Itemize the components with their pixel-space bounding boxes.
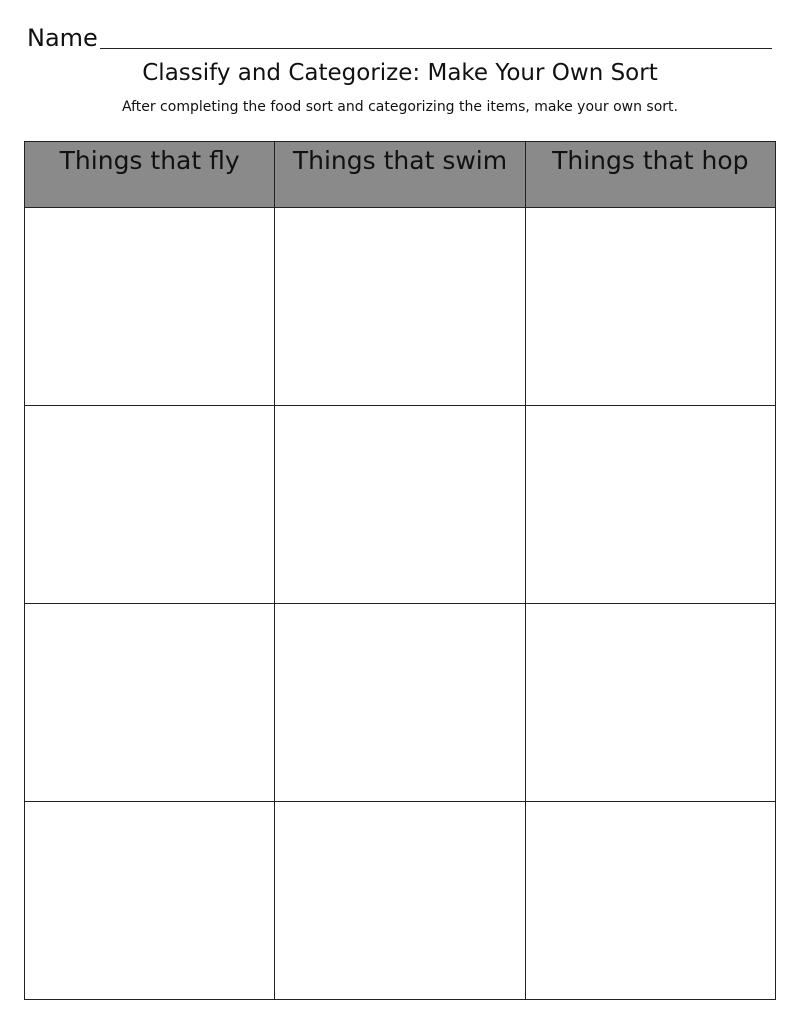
table-row <box>25 802 776 1000</box>
sort-table <box>24 141 776 1000</box>
sort-cell[interactable] <box>275 406 525 604</box>
table-row <box>25 208 776 406</box>
name-row <box>27 18 772 52</box>
sort-cell[interactable] <box>525 406 775 604</box>
sort-cell[interactable] <box>275 802 525 1000</box>
name-field-line[interactable] <box>100 48 772 49</box>
column-header-fly: Things that fly <box>25 142 275 208</box>
column-header-swim: Things that swim <box>275 142 525 208</box>
sort-cell[interactable] <box>25 802 275 1000</box>
sort-cell[interactable] <box>25 604 275 802</box>
name-label: Name <box>27 24 98 52</box>
table-row <box>25 406 776 604</box>
worksheet-title: Classify and Categorize: Make Your Own Sort <box>142 60 658 86</box>
sort-cell[interactable] <box>275 208 525 406</box>
sort-cell[interactable] <box>25 208 275 406</box>
sort-cell[interactable] <box>525 604 775 802</box>
sort-cell[interactable] <box>525 208 775 406</box>
header-row <box>25 142 776 208</box>
column-header-hop: Things that hop <box>525 142 775 208</box>
sort-cell[interactable] <box>275 604 525 802</box>
sort-cell[interactable] <box>25 406 275 604</box>
worksheet-instructions: After completing the food sort and categorizing the items, make your own sort. <box>121 99 678 115</box>
sort-cell[interactable] <box>525 802 775 1000</box>
table-row <box>25 604 776 802</box>
